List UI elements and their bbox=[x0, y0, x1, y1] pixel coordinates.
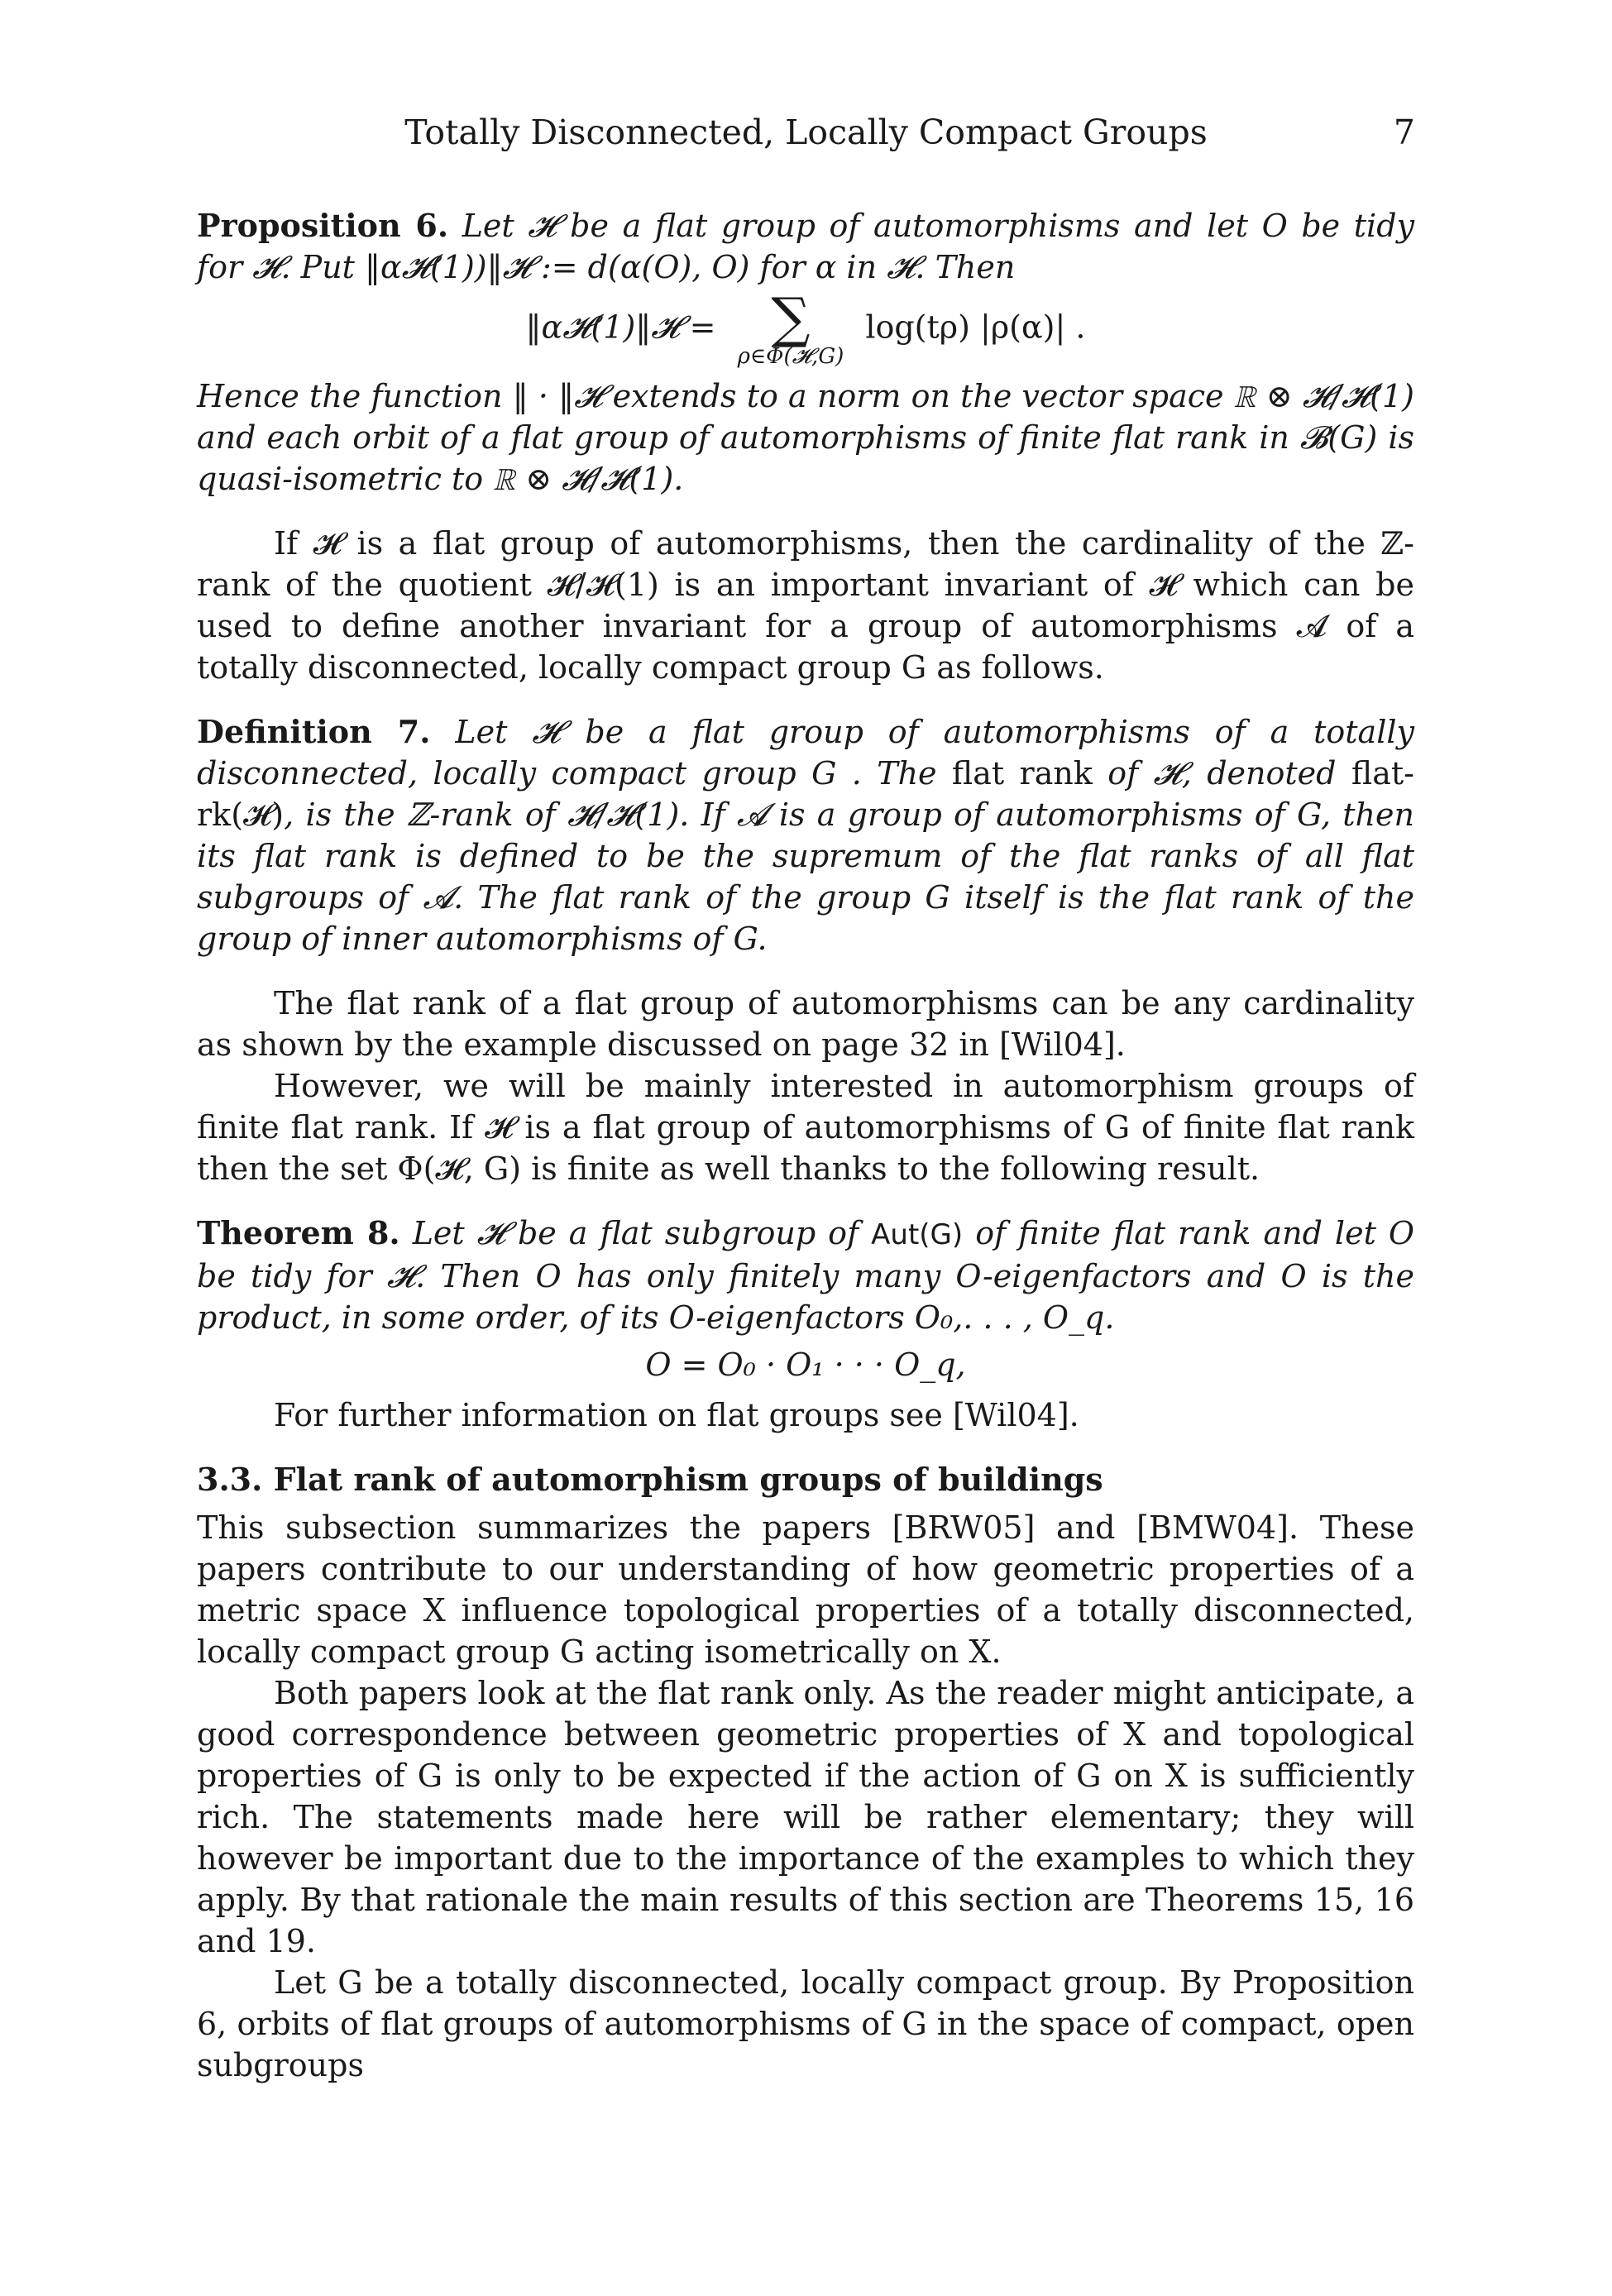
paragraph-cardinality: The flat rank of a flat group of automorphisms can be any cardinality as shown by the example discussed on page 32 in [Wil04]. bbox=[197, 985, 1414, 1063]
running-title: Totally Disconnected, Locally Compact Groups bbox=[404, 112, 1208, 152]
norm-equation bbox=[197, 286, 1414, 369]
theorem-label: Theorem 8. bbox=[197, 1214, 400, 1251]
definition-7 bbox=[197, 711, 1414, 959]
paragraph-invariant: If 𝓗 is a flat group of automorphisms, then the cardinality of the ℤ-rank of the quotient 𝓗/𝓗(1) is an important invariant of 𝓗 which can be used to define another invariant for a group of automorphisms 𝓐 of a totally disconnected, locally compact group G as follows. bbox=[197, 525, 1414, 686]
product-equation: O = O₀ · O₁ · · · O_q, bbox=[645, 1347, 966, 1383]
page-header bbox=[197, 106, 1415, 155]
definition-text-b: of 𝓗, denoted bbox=[1107, 755, 1337, 792]
proposition-statement: Let 𝓗 be a flat group of automorphisms and let O be tidy for 𝓗. Put ‖α𝓗(1))‖𝓗 := d(α(O), O) for α in 𝓗. Then bbox=[197, 208, 1414, 285]
summation-index: ρ∈Φ(𝓗,G) bbox=[737, 344, 844, 369]
equation-right: log(tρ) |ρ(α)| . bbox=[865, 309, 1086, 346]
section-title: 3.3. Flat rank of automorphism groups of buildings bbox=[197, 1461, 1103, 1498]
page-body bbox=[197, 205, 1414, 2086]
term-flat-rk: flat-rk(𝓗) bbox=[197, 755, 1414, 833]
proposition-consequence: Hence the function ‖ · ‖𝓗 extends to a norm on the vector space ℝ ⊗ 𝓗/𝓗(1) and each orbit of a flat group of automorphisms of finite flat rank in 𝓑(G) is quasi-isometric to ℝ ⊗ 𝓗/𝓗(1). bbox=[197, 378, 1414, 497]
page-number: 7 bbox=[1393, 112, 1415, 152]
summation-sign: ∑ bbox=[771, 286, 811, 350]
section-paragraph-2: Both papers look at the flat rank only. As the reader might anticipate, a good correspondence between geometric properties of X and topological properties of G is only to be expected if the action of G on X is sufficiently rich. The statements made here will be rather elementary; they will however be important due to the importance of the examples to which they apply. By that rationale the main results of this section are Theorems 15, 16 and 19. bbox=[197, 1675, 1414, 1959]
definition-text-a: Let 𝓗 be a flat group of automorphisms of a totally disconnected, locally compact group G . The bbox=[197, 714, 1414, 792]
section-paragraph-3: Let G be a totally disconnected, locally compact group. By Proposition 6, orbits of flat groups of automorphisms of G in the space of compact, open subgroups bbox=[197, 1964, 1414, 2083]
definition-label: Definition 7. bbox=[197, 713, 431, 750]
proposition-label: Proposition 6. bbox=[197, 207, 449, 244]
section-paragraph-1: This subsection summarizes the papers [BRW05] and [BMW04]. These papers contribute to our understanding of how geometric properties of a metric space X influence topological properties of a totally disconnected, locally compact group G acting isometrically on X. bbox=[197, 1509, 1414, 1670]
summation bbox=[737, 286, 844, 369]
theorem-text-b: of finite flat rank and let O be tidy for 𝓗. Then O has only finitely many O-eigenfactors and O is the product, in some order, of its O-eigenfactors O₀,. . . , O_q. bbox=[197, 1215, 1414, 1336]
term-flat-rank: flat rank bbox=[951, 755, 1093, 792]
definition-text-c: , is the ℤ-rank of 𝓗/𝓗(1). If 𝓐 is a group of automorphisms of G, then its flat rank is defined to be the supremum of the flat ranks of all flat subgroups of 𝓐. The flat rank of the group G itself is the flat rank of the group of inner automorphisms of G. bbox=[197, 796, 1414, 957]
paragraph-further-info: For further information on flat groups see [Wil04]. bbox=[274, 1397, 1079, 1433]
equation-left: ‖α𝓗(1)‖𝓗 = bbox=[525, 309, 716, 346]
section-3-3 bbox=[197, 1459, 1414, 2086]
theorem-8 bbox=[197, 1213, 1414, 1386]
aut-g: Aut(G) bbox=[871, 1218, 964, 1251]
proposition-6 bbox=[197, 205, 1414, 500]
paragraph-finite-rank: However, we will be mainly interested in automorphism groups of finite flat rank. If 𝓗 is a flat group of automorphisms of G of finite flat rank then the set Φ(𝓗, G) is finite as well thanks to the following result. bbox=[197, 1068, 1414, 1187]
theorem-text-a: Let 𝓗 be a flat subgroup of bbox=[412, 1215, 859, 1251]
